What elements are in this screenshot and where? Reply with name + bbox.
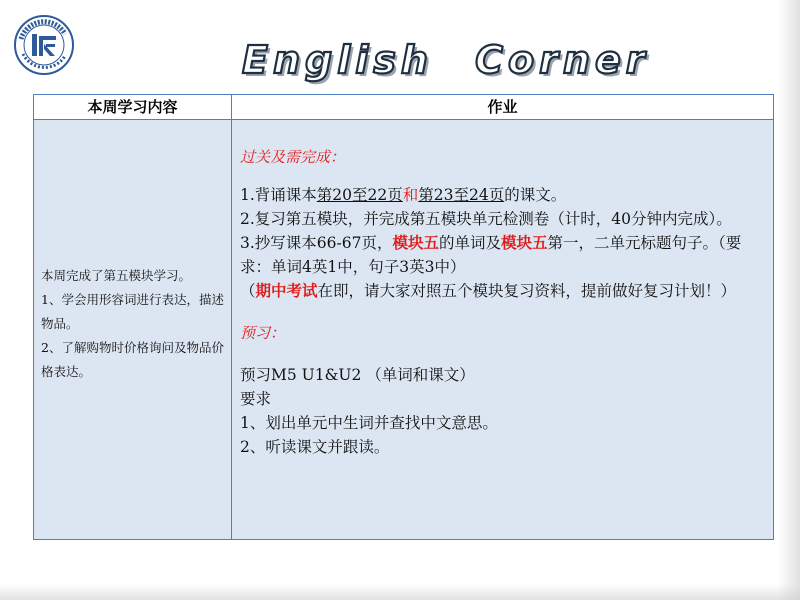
weekly-goal-1: 1、学会用形容词进行表达，描述物品。 <box>41 292 224 331</box>
item3-module-b: 模块五 <box>501 233 548 252</box>
homework-item-3 <box>240 231 765 279</box>
homework-text <box>240 145 765 459</box>
item3-module-a: 模块五 <box>392 233 439 252</box>
requirement-2: 2、听读课文并跟读。 <box>240 438 390 456</box>
header-weekly-content: 本周学习内容 <box>34 95 232 120</box>
requirement-1: 1、划出单元中生词并查找中文意思。 <box>240 414 498 432</box>
item1-pages-a: 第20至22页 <box>316 186 403 204</box>
item3-suffix: 第一，二单元标题句子。（要求：单词4英1中，句子3英3中） <box>240 234 742 276</box>
item4-rest: 在即，请大家对照五个模块复习资料，提前做好复习计划！） <box>317 282 737 300</box>
section-preview-title: 预习： <box>240 324 286 342</box>
item1-pages-b: 第23至24页 <box>418 186 505 204</box>
header-homework: 作业 <box>232 95 773 120</box>
item1-prefix: 1.背诵课本 <box>240 186 317 204</box>
school-logo <box>13 14 75 76</box>
page-bottom-shadow <box>0 584 800 600</box>
weekly-content-text <box>41 264 231 384</box>
homework-item-4 <box>240 279 765 303</box>
item4-exam: 期中考试 <box>255 281 318 300</box>
homework-item-1 <box>240 183 765 207</box>
weekly-goal-2: 2、了解购物时价格询问及物品价格表达。 <box>41 340 224 379</box>
item1-suffix: 的课文。 <box>504 186 567 204</box>
section-required-title: 过关及需完成： <box>240 148 346 166</box>
item3-prefix: 3.抄写课本66-67页， <box>240 234 393 252</box>
item3-mid: 的单词及 <box>439 234 502 252</box>
homework-cell <box>232 120 773 539</box>
weekly-content-cell <box>34 120 232 539</box>
item1-and: 和 <box>402 186 419 204</box>
requirements-label: 要求 <box>240 390 272 408</box>
item4-open: （ <box>240 282 256 300</box>
page-right-shadow <box>778 0 800 600</box>
homework-table <box>33 94 774 540</box>
weekly-summary: 本周完成了第五模块学习。 <box>41 268 192 283</box>
preview-line: 预习M5 U1&U2 （单词和课文） <box>240 366 475 384</box>
homework-item-2: 2.复习第五模块，并完成第五模块单元检测卷（计时，40分钟内完成）。 <box>240 210 732 228</box>
page-title: English Corner <box>242 38 650 82</box>
